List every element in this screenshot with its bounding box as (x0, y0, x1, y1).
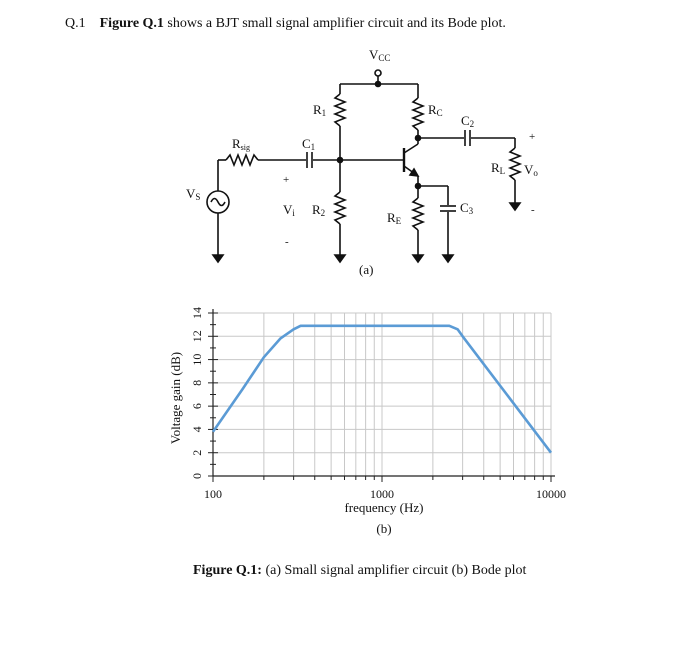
circuit-part-label: (a) (359, 262, 374, 277)
caption-figure-ref: Figure Q.1: (193, 563, 262, 578)
caption-text: (a) Small signal amplifier circuit (b) Bode plot (265, 563, 527, 578)
question-text: shows a BJT small signal amplifier circuit and its Bode plot. (167, 16, 506, 31)
vo-minus: - (531, 204, 535, 216)
y-tick-label: 14 (190, 307, 204, 319)
c3-label: C3 (460, 200, 474, 216)
x-tick-label: 1000 (370, 487, 394, 501)
y-tick-label: 8 (190, 379, 204, 386)
x-tick-label: 100 (204, 487, 222, 501)
rsig-label: Rsig (232, 136, 251, 152)
y-tick-label: 12 (190, 330, 204, 343)
vi-plus: + (283, 174, 290, 186)
vo-label: Vo (524, 162, 538, 178)
vcc-label: VCC (369, 47, 391, 63)
y-axis-label: Voltage gain (dB) (168, 351, 183, 445)
vi-label: Vi (283, 202, 295, 218)
plot-part-label: (b) (376, 521, 392, 536)
x-tick-label: 10000 (536, 487, 566, 501)
rc-label: RC (428, 102, 443, 118)
y-tick-label: 4 (190, 426, 204, 433)
vi-minus: - (285, 236, 289, 248)
y-tick-label: 6 (190, 403, 204, 410)
figure-caption (193, 563, 526, 579)
plot-grid (213, 313, 551, 476)
r1-label: R1 (313, 102, 327, 118)
vs-label: VS (186, 186, 201, 202)
x-axis-label: frequency (Hz) (344, 500, 424, 515)
question-number: Q.1 (65, 16, 86, 31)
rl-label: RL (491, 160, 506, 176)
r2-label: R2 (312, 202, 326, 218)
vo-plus: + (529, 131, 536, 143)
re-label: RE (387, 210, 402, 226)
c2-label: C2 (461, 113, 475, 129)
y-tick-label: 10 (190, 353, 204, 366)
question-figure-ref: Figure Q.1 (99, 16, 164, 31)
c1-label: C1 (302, 136, 316, 152)
y-tick-label: 0 (190, 473, 204, 479)
y-tick-label: 2 (190, 449, 204, 456)
